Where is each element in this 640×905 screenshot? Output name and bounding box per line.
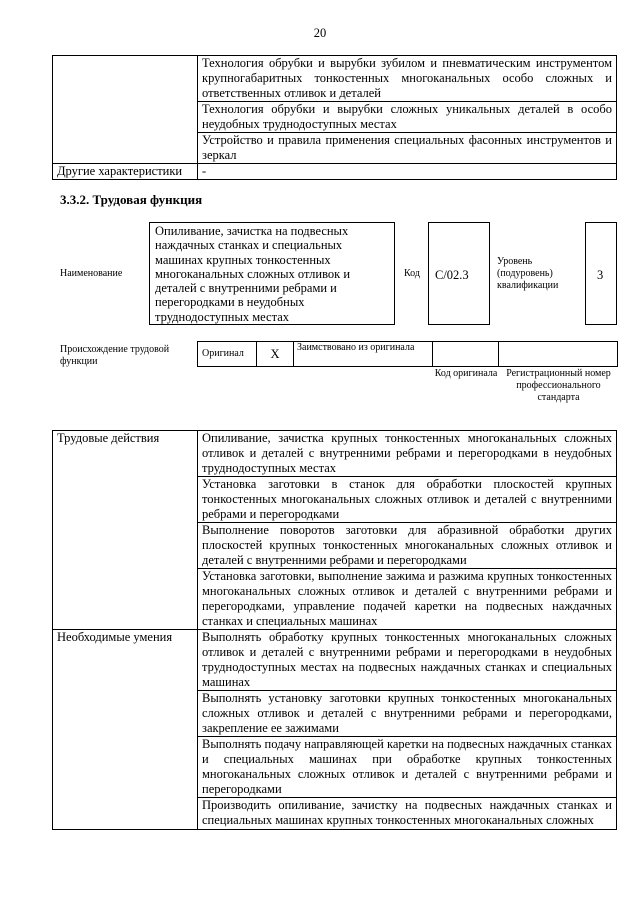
skill-item: Выполнять подачу направляющей каретки на подвесных наждачных станках и специальных машинах при обработке крупных тонкостенных многоканальных сложных отливок и деталей с внутренними ребрами и перегородками bbox=[198, 737, 617, 798]
skill-item: Производить опиливание, зачистку на подвесных наждачных станках и специальных машинах крупных тонкостенных многоканальных сложных bbox=[198, 798, 617, 830]
top-table-row: Технология обрубки и вырубки зубилом и пневматическим инструментом крупногабаритных тонкостенных многоканальных особо сложных и ответственных отливок и деталей bbox=[198, 56, 617, 102]
top-knowledge-table bbox=[52, 55, 617, 180]
code-box bbox=[428, 222, 490, 325]
origin-reg-cell bbox=[499, 342, 618, 367]
labor-actions-label: Трудовые действия bbox=[53, 431, 198, 630]
origin-label: Происхождение трудовой функции bbox=[60, 344, 170, 367]
labor-action-item: Установка заготовки в станок для обработки плоскостей крупных тонкостенных многоканальных сложных отливок и деталей с внутренними ребрами и перегородками bbox=[198, 477, 617, 523]
function-name-box bbox=[149, 222, 395, 325]
other-characteristics-label: Другие характеристики bbox=[53, 164, 198, 180]
origin-code-cell bbox=[433, 342, 499, 367]
section-title: 3.3.2. Трудовая функция bbox=[60, 192, 203, 207]
borrowed-label: Заимствовано из оригинала bbox=[294, 342, 433, 367]
main-table bbox=[52, 430, 617, 830]
reg-number-caption: Регистрационный номер профессионального стандарта bbox=[506, 368, 611, 403]
code-value: C/02.3 bbox=[435, 268, 469, 282]
code-label: Код bbox=[404, 268, 420, 279]
original-mark: X bbox=[257, 342, 294, 367]
origin-table bbox=[197, 341, 618, 367]
code-original-caption: Код оригинала bbox=[434, 368, 498, 379]
top-table-row: Устройство и правила применения специальных фасонных инструментов и зеркал bbox=[198, 133, 617, 164]
level-box bbox=[585, 222, 617, 325]
page-number: 20 bbox=[313, 26, 327, 40]
top-table-row: Технология обрубки и вырубки сложных уникальных деталей в особо неудобных труднодоступных местах bbox=[198, 102, 617, 133]
original-label: Оригинал bbox=[198, 342, 257, 367]
top-table-empty-cell bbox=[53, 56, 198, 164]
required-skills-label: Необходимые умения bbox=[53, 630, 198, 830]
other-characteristics-value: - bbox=[198, 164, 617, 180]
level-value: 3 bbox=[597, 268, 604, 282]
level-label: Уровень (подуровень) квалификации bbox=[497, 256, 559, 291]
name-label: Наименование bbox=[60, 268, 123, 279]
function-name-text: Опиливание, зачистка на подвесных наждачных станках и специальных машинах крупных тонкостенных многоканальных сложных отливок и деталей с внутренними ребрами и перегородками в неудобных труднодоступных местах bbox=[155, 224, 351, 324]
labor-action-item: Выполнение поворотов заготовки для абразивной обработки других плоскостей крупных тонкостенных многоканальных сложных отливок и деталей с внутренними ребрами и перегородками bbox=[198, 523, 617, 569]
labor-action-item: Опиливание, зачистка крупных тонкостенных многоканальных сложных отливок и деталей с внутренними ребрами и перегородками в неудобных труднодоступных местах bbox=[198, 431, 617, 477]
skill-item: Выполнять установку заготовки крупных тонкостенных многоканальных сложных отливок и деталей с внутренними ребрами и перегородками, закрепление ее зажимами bbox=[198, 691, 617, 737]
skill-item: Выполнять обработку крупных тонкостенных многоканальных сложных отливок и деталей с внутренними ребрами и перегородками в неудобных труднодоступных местах на подвесных наждачных станках и специальных машинах bbox=[198, 630, 617, 691]
labor-action-item: Установка заготовки, выполнение зажима и разжима крупных тонкостенных многоканальных сложных отливок и деталей с внутренними ребрами и перегородками, управление подачей каретки на подвесных наждачных станках и специальных машинах bbox=[198, 569, 617, 630]
